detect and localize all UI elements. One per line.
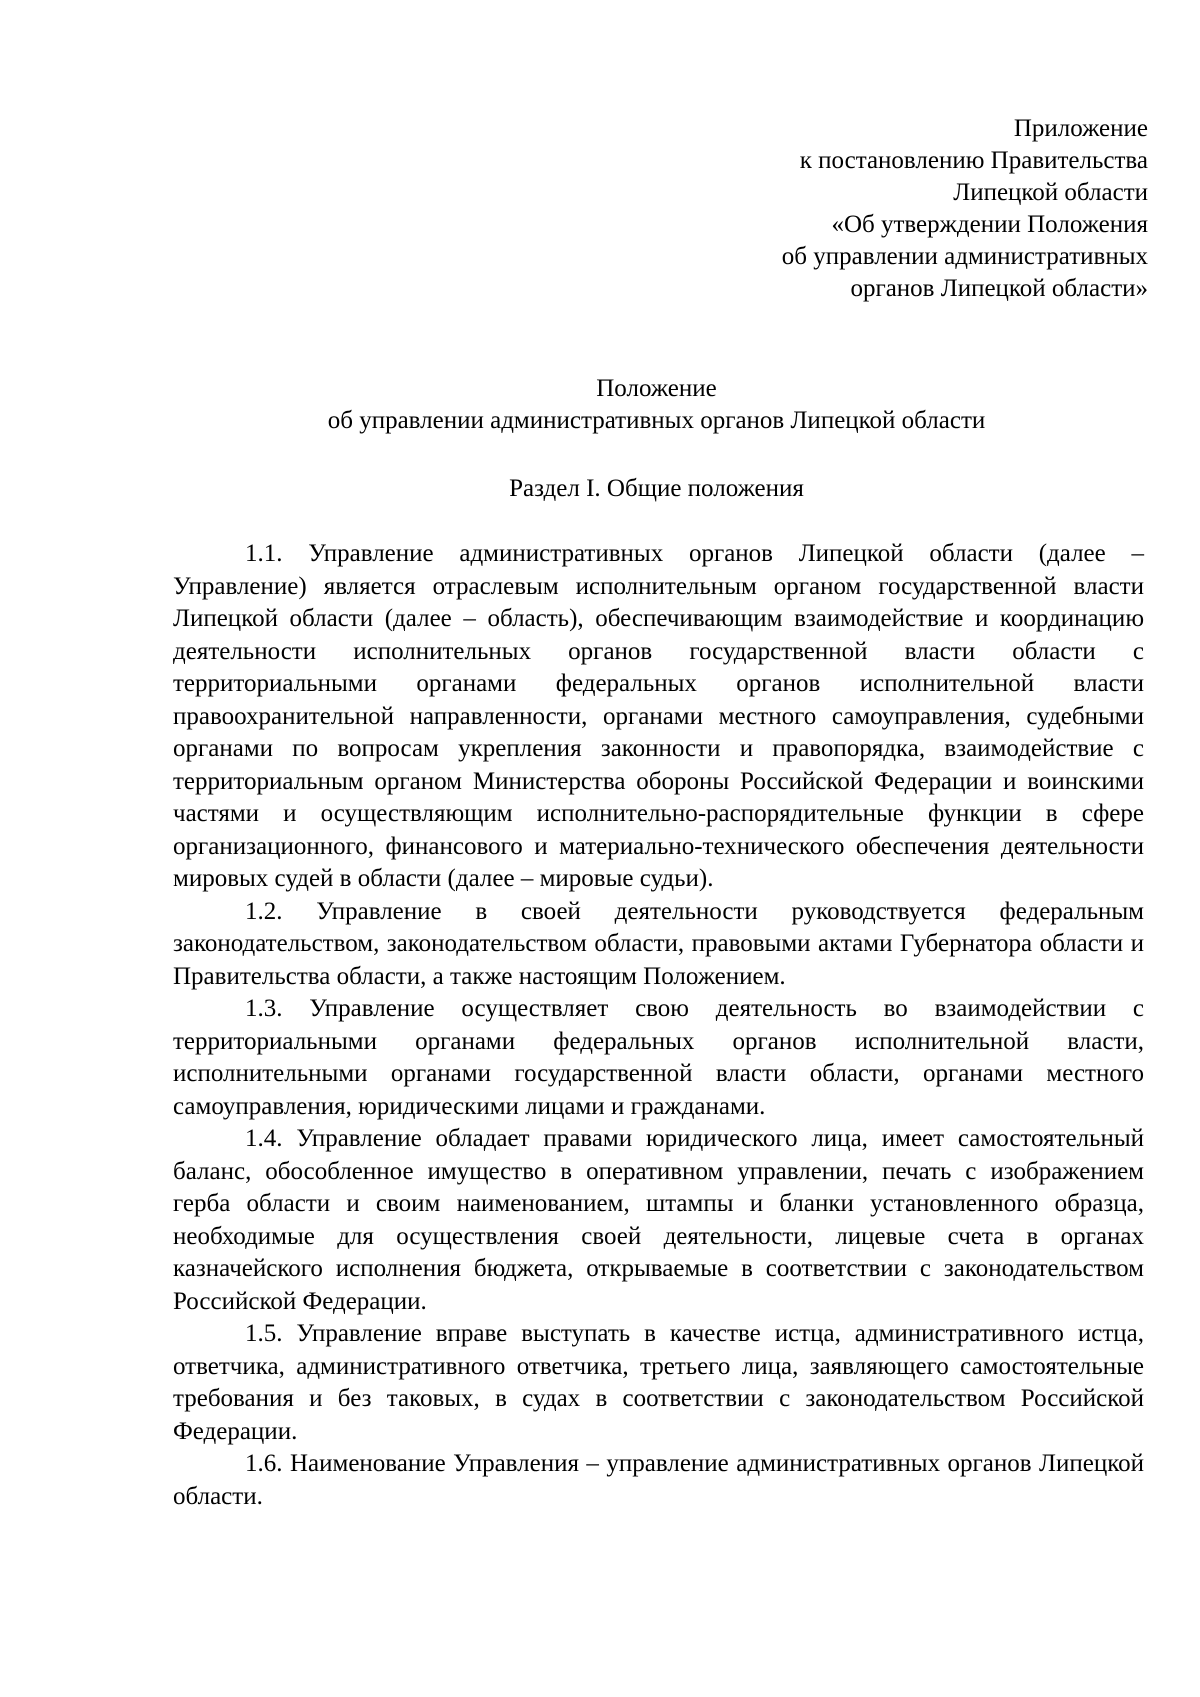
appendix-line: об управлении административных	[781, 243, 1148, 270]
appendix-line: Приложение	[1013, 115, 1148, 142]
paragraph-1-6: 1.6. Наименование Управления – управление административных органов Липецкой области.	[173, 1450, 1144, 1510]
paragraph-1-5: 1.5. Управление вправе выступать в качестве истца, административного истца, ответчика, административного ответчика, третьего лица, заявляющего самостоятельные требования и без таковых, в судах в соответствии с законодательством Российской Федерации.	[173, 1320, 1144, 1445]
document-body	[173, 538, 1144, 1513]
appendix-line: к постановлению Правительства	[799, 147, 1148, 174]
appendix-line: органов Липецкой области»	[850, 275, 1148, 302]
paragraph-1-2: 1.2. Управление в своей деятельности руководствуется федеральным законодательством, законодательством области, правовыми актами Губернатора области и Правительства области, а также настоящим Положением.	[173, 897, 1144, 990]
title-line-1: Положение	[596, 375, 717, 402]
paragraph-1-1: 1.1. Управление административных органов Липецкой области (далее – Управление) является отраслевым исполнительным органом государственной власти Липецкой области (далее – область), обеспечивающим взаимодействие и координацию деятельности исполнительных органов государственной власти области с территориальными органами федеральных органов исполнительной власти правоохранительной направленности, органами местного самоуправления, судебными органами по вопросам укрепления законности и правопорядка, взаимодействие с территориальным органом Министерства обороны Российской Федерации и воинскими частями и осуществляющим исполнительно-распорядительные функции в сфере организационного, финансового и материально-технического обеспечения деятельности мировых судей в области (далее – мировые судьи).	[173, 540, 1144, 892]
paragraph-1-4: 1.4. Управление обладает правами юридического лица, имеет самостоятельный баланс, обособленное имущество в оперативном управлении, печать с изображением герба области и своим наименованием, штампы и бланки установленного образца, необходимые для осуществления своей деятельности, лицевые счета в органах казначейского исполнения бюджета, открываемые в соответствии с законодательством Российской Федерации.	[173, 1125, 1144, 1315]
section-heading: Раздел I. Общие положения	[509, 475, 804, 502]
title-line-2: об управлении административных органов Липецкой области	[327, 407, 986, 434]
document-title	[0, 373, 1200, 437]
appendix-line: Липецкой области	[953, 179, 1148, 206]
appendix-header	[548, 113, 1148, 305]
appendix-line: «Об утверждении Положения	[831, 211, 1148, 238]
paragraph-1-3: 1.3. Управление осуществляет свою деятельность во взаимодействии с территориальными органами федеральных органов исполнительной власти, исполнительными органами государственной власти области, органами местного самоуправления, юридическими лицами и гражданами.	[173, 995, 1144, 1120]
